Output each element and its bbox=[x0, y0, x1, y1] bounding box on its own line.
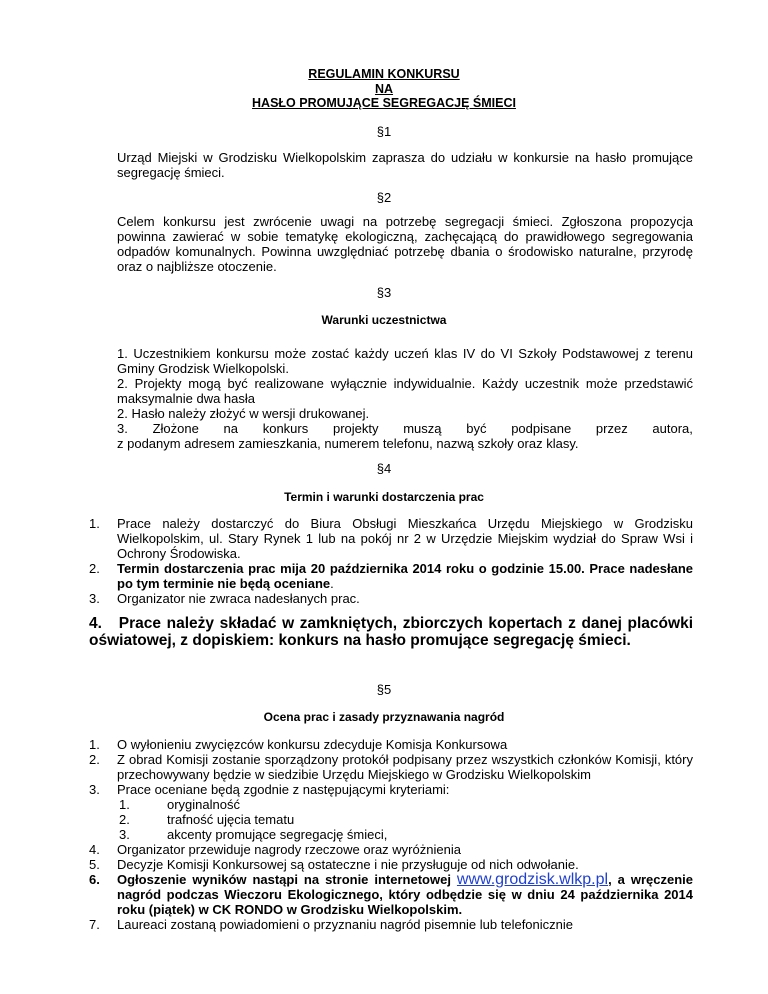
section-4-heading: Termin i warunki dostarczenia prac bbox=[284, 490, 484, 504]
section-4-item-2 bbox=[89, 561, 693, 591]
section-3-sign: §3 bbox=[376, 285, 392, 300]
title-line-2: NA bbox=[374, 81, 394, 96]
word: muszą bbox=[403, 421, 442, 436]
section-4-sign: §4 bbox=[376, 461, 392, 476]
criterion-text: trafność ujęcia tematu bbox=[167, 812, 295, 827]
section-5-item-4 bbox=[89, 842, 693, 857]
section-5-item-5 bbox=[89, 857, 693, 872]
criterion-3 bbox=[89, 827, 693, 842]
section-4-item-4 bbox=[89, 615, 693, 649]
section-3-item-4-line-1 bbox=[117, 421, 693, 436]
item-number: 4. bbox=[89, 615, 102, 632]
criterion-2 bbox=[89, 812, 693, 827]
item-text: Prace należy dostarczyć do Biura Obsługi Mieszkańca Urzędu Miejskiego w Grodzisku Wielkopolskim, ul. Stary Rynek 1 lub na pokój nr 2 w Urzędzie Miejskim wydział do Spraw Wsi i Ochrony Środowiska. bbox=[117, 516, 693, 561]
item-number: 3. bbox=[89, 591, 100, 606]
section-1-text: Urząd Miejski w Grodzisku Wielkopolskim zaprasza do udziału w konkursie na hasło promujące segregację śmieci. bbox=[117, 150, 693, 180]
section-2-sign: §2 bbox=[376, 190, 392, 205]
section-5-sign: §5 bbox=[376, 682, 392, 697]
item-number: 7. bbox=[89, 917, 100, 932]
item-text-after: , a wręczenie nagród podczas Wieczoru Ekologicznego, który odbędzie się w dniu 24 października 2014 roku (piątek) w CK RONDO w Grodzisku Wielkopolskim. bbox=[117, 872, 693, 917]
section-4-item-1 bbox=[89, 516, 693, 561]
section-5-item-7 bbox=[89, 917, 693, 932]
title-line-1: REGULAMIN KONKURSU bbox=[308, 67, 460, 81]
item-number: 2. bbox=[89, 561, 100, 576]
word: Złożone bbox=[152, 421, 199, 436]
word: projekty bbox=[332, 421, 379, 436]
section-1-sign: §1 bbox=[376, 124, 392, 139]
title-line-3: HASŁO PROMUJĄCE SEGREGACJĘ ŚMIECI bbox=[252, 96, 516, 110]
item-text-tail: . bbox=[330, 576, 334, 591]
item-text: O wyłonieniu zwycięzców konkursu zdecyduje Komisja Konkursowa bbox=[117, 737, 508, 752]
criterion-1 bbox=[89, 797, 693, 812]
section-5-item-6 bbox=[89, 872, 693, 917]
item-text: Laureaci zostaną powiadomieni o przyznaniu nagród pisemnie lub telefonicznie bbox=[117, 917, 574, 932]
item-text: Prace należy składać w zamkniętych, zbiorczych kopertach z danej placówki oświatowej, z dopiskiem: konkurs na hasło promujące segregację śmieci. bbox=[89, 615, 693, 649]
item-text: Z obrad Komisji zostanie sporządzony protokół podpisany przez wszystkich członków Komisji, który przechowywany będzie w siedzibie Urzędu Miejskiego w Grodzisku Wielkopolskim bbox=[117, 752, 693, 782]
criterion-number: 1. bbox=[119, 797, 130, 812]
word: konkurs bbox=[262, 421, 309, 436]
criterion-number: 2. bbox=[119, 812, 130, 827]
section-5-item-1 bbox=[89, 737, 693, 752]
item-number: 2. bbox=[89, 752, 100, 767]
criterion-text: oryginalność bbox=[167, 797, 240, 812]
word: autora, bbox=[652, 421, 693, 436]
word: przez bbox=[595, 421, 628, 436]
section-3-heading: Warunki uczestnictwa bbox=[321, 313, 447, 327]
criterion-number: 3. bbox=[119, 827, 130, 842]
item-number: 1. bbox=[89, 516, 100, 531]
section-5-item-3 bbox=[89, 782, 693, 842]
section-4-list bbox=[89, 516, 693, 606]
item-number: 1. bbox=[89, 737, 100, 752]
word: podpisane bbox=[511, 421, 572, 436]
item-number: 3. bbox=[89, 782, 100, 797]
item-number: 5. bbox=[89, 857, 100, 872]
item-text: Organizator przewiduje nagrody rzeczowe oraz wyróżnienia bbox=[117, 842, 461, 857]
item-text: Termin dostarczenia prac mija 20 października 2014 roku o godzinie 15.00. Prace nadesłane po tym terminie nie będą oceniane bbox=[117, 561, 693, 591]
section-2-text: Celem konkursu jest zwrócenie uwagi na potrzebę segregacji śmieci. Zgłoszona propozycja powinna zawierać w sobie tematykę ekologiczną, zachęcającą do prawidłowego segregowania odpadów komunalnych. Powinna uwzględniać potrzebę dbania o środowisko naturalne, przyrodę oraz o najbliższe otoczenie. bbox=[117, 214, 693, 274]
item-number: 4. bbox=[89, 842, 100, 857]
criterion-text: akcenty promujące segregację śmieci, bbox=[167, 827, 388, 842]
section-5-list bbox=[89, 737, 693, 932]
word: być bbox=[466, 421, 487, 436]
item-number: 6. bbox=[89, 872, 100, 887]
item-text: Organizator nie zwraca nadesłanych prac. bbox=[117, 591, 360, 606]
section-3-item-1: 1. Uczestnikiem konkursu może zostać każdy uczeń klas IV do VI Szkoły Podstawowej z terenu Gminy Grodzisk Wielkopolski. bbox=[117, 346, 693, 376]
website-link[interactable]: www.grodzisk.wlkp.pl bbox=[456, 871, 609, 888]
section-3-item-2: 2. Projekty mogą być realizowane wyłącznie indywidualnie. Każdy uczestnik może przedstawić maksymalnie dwa hasła bbox=[117, 376, 693, 406]
section-3-item-4-line-2: z podanym adresem zamieszkania, numerem telefonu, nazwą szkoły oraz klasy. bbox=[117, 436, 579, 451]
item-text-before: Ogłoszenie wyników nastąpi na stronie internetowej bbox=[117, 872, 457, 887]
section-3-list bbox=[117, 346, 693, 451]
word: na bbox=[223, 421, 238, 436]
section-3-item-3: 2. Hasło należy złożyć w wersji drukowanej. bbox=[117, 406, 370, 421]
word: 3. bbox=[117, 421, 128, 436]
document-title bbox=[0, 67, 768, 111]
section-5-heading: Ocena prac i zasady przyznawania nagród bbox=[263, 710, 505, 724]
section-5-item-2 bbox=[89, 752, 693, 782]
item-text: Prace oceniane będą zgodnie z następującymi kryteriami: bbox=[117, 782, 450, 797]
section-4-item-3 bbox=[89, 591, 693, 606]
item-text: Decyzje Komisji Konkursowej są ostateczne i nie przysługuje od nich odwołanie. bbox=[117, 857, 579, 872]
